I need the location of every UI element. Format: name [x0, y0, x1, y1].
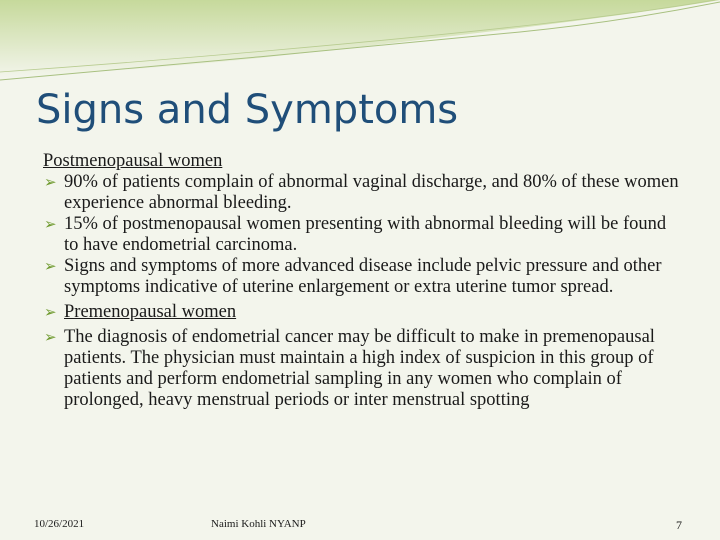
- bullet-item: [43, 327, 683, 411]
- footer-author: Naimi Kohli NYANP: [211, 518, 306, 530]
- section-heading: Postmenopausal women: [43, 151, 223, 171]
- bullet-text: 15% of postmenopausal women presenting with abnormal bleeding will be found to have endometrial carcinoma.: [64, 214, 667, 255]
- bullet-item: [43, 302, 683, 323]
- footer-date: 10/26/2021: [34, 518, 85, 530]
- arrow-bullet-icon: ➢: [44, 215, 57, 233]
- bullet-item: [43, 214, 683, 256]
- slide-title: Signs and Symptoms: [36, 87, 459, 133]
- bullet-item: [43, 172, 683, 214]
- bullet-text: Signs and symptoms of more advanced disease include pelvic pressure and other symptoms indicative of uterine enlargement or extra uterine tumor spread.: [64, 256, 662, 297]
- bullet-text: 90% of patients complain of abnormal vaginal discharge, and 80% of these women experience abnormal bleeding.: [64, 172, 679, 213]
- arrow-bullet-icon: ➢: [44, 303, 57, 321]
- bullet-heading-premenopausal: Premenopausal women: [64, 302, 237, 322]
- bullet-item: [43, 256, 683, 298]
- header-decoration: [0, 0, 720, 90]
- arrow-bullet-icon: ➢: [44, 173, 57, 191]
- page-number: 7: [676, 518, 682, 532]
- slide-content: [43, 151, 683, 411]
- bullet-text: The diagnosis of endometrial cancer may be difficult to make in premenopausal patients. The physician must maintain a high index of suspicion in this group of patients and perform endometrial sampling in any women who complain of prolonged, heavy menstrual periods or inter menstrual spotting: [64, 327, 655, 410]
- arrow-bullet-icon: ➢: [44, 257, 57, 275]
- arrow-bullet-icon: ➢: [44, 328, 57, 346]
